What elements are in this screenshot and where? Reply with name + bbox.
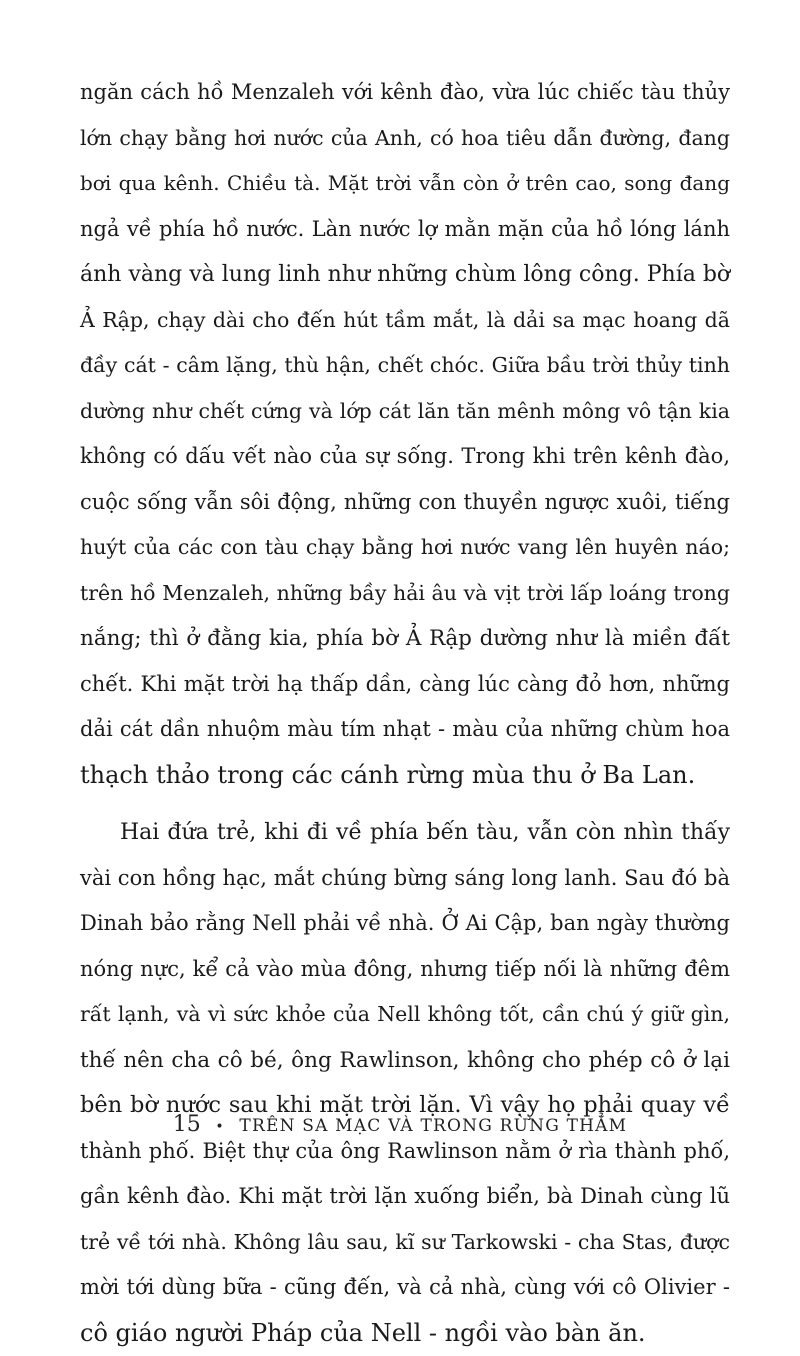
text-line: thạch thảo trong các cánh rừng mùa thu ở Ba Lan. [80, 753, 730, 799]
text-line: huýt của các con tàu chạy bằng hơi nước vang lên huyên náo; [80, 525, 730, 571]
text-line: nắng; thì ở đằng kia, phía bờ Ả Rập dường như là miền đất [80, 616, 730, 662]
text-line: thế nên cha cô bé, ông Rawlinson, không cho phép cô ở lại [80, 1038, 730, 1084]
text-line: chết. Khi mặt trời hạ thấp dần, càng lúc càng đỏ hơn, những [80, 662, 730, 708]
text-line: Ả Rập, chạy dài cho đến hút tầm mắt, là dải sa mạc hoang dã [80, 298, 730, 344]
book-title: TRÊN SA MẠC VÀ TRONG RỪNG THẲM [239, 1116, 627, 1136]
page-body [80, 70, 730, 1356]
page-footer [0, 1112, 800, 1137]
text-line: dải cát dần nhuộm màu tím nhạt - màu của những chùm hoa [80, 707, 730, 753]
text-line: đầy cát - câm lặng, thù hận, chết chóc. Giữa bầu trời thủy tinh [80, 343, 730, 389]
text-line: nóng nực, kể cả vào mùa đông, nhưng tiếp nối là những đêm [80, 947, 730, 993]
text-line: ngả về phía hồ nước. Làn nước lợ mằn mặn của hồ lóng lánh [80, 207, 730, 253]
text-line: bên bờ nước sau khi mặt trời lặn. Vì vậy họ phải quay về [80, 1083, 730, 1129]
text-line: trên hồ Menzaleh, những bầy hải âu và vịt trời lấp loáng trong [80, 571, 730, 617]
text-line: lớn chạy bằng hơi nước của Anh, có hoa tiêu dẫn đường, đang [80, 116, 730, 162]
text-line: trẻ về tới nhà. Không lâu sau, kĩ sư Tarkowski - cha Stas, được [80, 1220, 730, 1266]
footer-separator: • [215, 1119, 224, 1135]
paragraph-1 [80, 70, 730, 798]
text-line: rất lạnh, và vì sức khỏe của Nell không tốt, cần chú ý giữ gìn, [80, 992, 730, 1038]
text-line: cô giáo người Pháp của Nell - ngồi vào bàn ăn. [80, 1311, 730, 1356]
text-line: Dinah bảo rằng Nell phải về nhà. Ở Ai Cập, ban ngày thường [80, 901, 730, 947]
text-line: thành phố. Biệt thự của ông Rawlinson nằm ở rìa thành phố, [80, 1129, 730, 1175]
text-line: mời tới dùng bữa - cũng đến, và cả nhà, cùng với cô Olivier - [80, 1265, 730, 1311]
text-line: ngăn cách hồ Menzaleh với kênh đào, vừa lúc chiếc tàu thủy [80, 70, 730, 116]
text-line: không có dấu vết nào của sự sống. Trong khi trên kênh đào, [80, 434, 730, 480]
text-line: cuộc sống vẫn sôi động, những con thuyền ngược xuôi, tiếng [80, 480, 730, 526]
text-line: bơi qua kênh. Chiều tà. Mặt trời vẫn còn ở trên cao, song đang [80, 161, 730, 207]
text-line: dường như chết cứng và lớp cát lăn tăn mênh mông vô tận kia [80, 389, 730, 435]
text-line: Hai đứa trẻ, khi đi về phía bến tàu, vẫn còn nhìn thấy [80, 810, 730, 856]
page-number: 15 [173, 1112, 201, 1137]
text-line: vài con hồng hạc, mắt chúng bừng sáng long lanh. Sau đó bà [80, 856, 730, 902]
text-line: ánh vàng và lung linh như những chùm lông công. Phía bờ [80, 252, 730, 298]
text-line: gần kênh đào. Khi mặt trời lặn xuống biển, bà Dinah cùng lũ [80, 1174, 730, 1220]
paragraph-2 [80, 810, 730, 1356]
